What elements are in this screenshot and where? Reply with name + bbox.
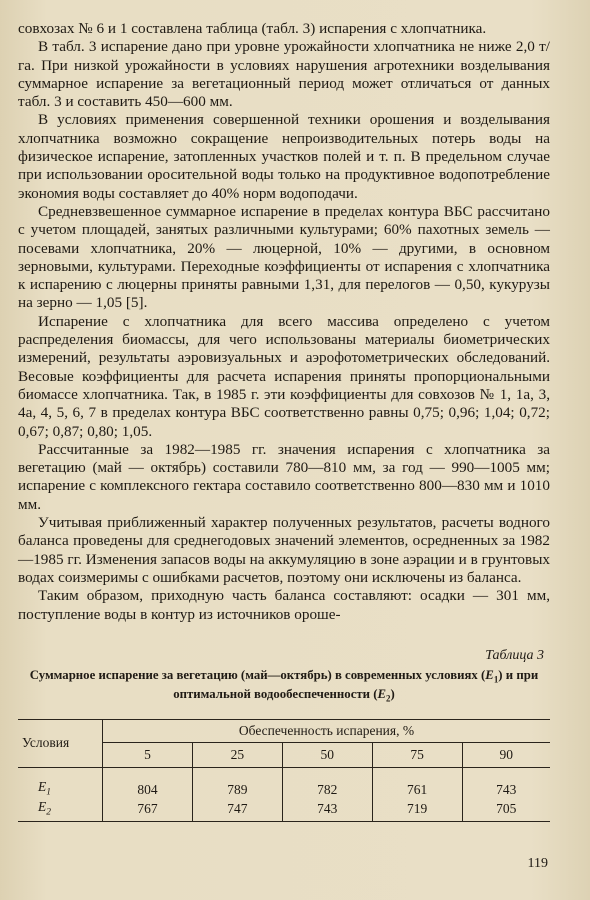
table-row [18,767,550,799]
table-cell: 767 [103,800,193,822]
paragraph-1: совхозах № 6 и 1 составлена таблица (табл. 3) испарения с хлопчатника. [18,20,487,37]
header-percentile: 25 [192,742,282,767]
row-label-sub: 1 [46,787,51,798]
paragraph-7: Учитывая приближенный характер полученных результатов, расчеты водного баланса проведены для среднегодовых значений элементов, осредненных за 1982—1985 гг. Изменения запасов воды на аккумуляцию в зоне аэрации и в грунтовых водах соизмеримы с ошибками расчетов, поэтому они исключены из баланса. [18,514,550,586]
table-cell: 761 [372,767,462,799]
row-label-e: E [38,778,47,794]
evaporation-table [18,719,550,822]
table-title-e1-sub: 1 [493,674,499,685]
table-cell: 719 [372,800,462,822]
table-title-e1: E [485,667,494,682]
row-label [18,800,103,822]
paragraph-4: Средневзвешенное суммарное испарение в пределах контура ВБС рассчитано с учетом площадей, занятых различными культурами; 60% пахотных земель — посевами хлопчатника, 20% — люцерной, 10% — другими, в основном зерновыми, культурами. Переходные коэффициенты от испарения с хлопчатника к испарению с люцерны приняты равными 1,31, для перелогов — 0,50, кукурузы на зерно — 1,05 [5]. [18,202,550,312]
table-cell: 743 [282,800,372,822]
header-percentile: 5 [103,742,193,767]
table-caption: Таблица 3 [485,647,544,663]
paragraph-2: В табл. 3 испарение дано при уровне урожайности хлопчатника не ниже 2,0 т/га. При низкой урожайности в условиях нарушения агротехники возделывания суммарное испарение за вегетационный период может отличаться от данных табл. 3 и составить 450—600 мм. [18,38,550,111]
table-title-e2-sub: 2 [386,693,391,704]
header-conditions: Условия [18,719,103,767]
page-number: 119 [527,856,548,871]
table-title [18,668,550,707]
table-cell: 743 [496,781,517,797]
table-cell: 789 [192,767,282,799]
table-cell: 782 [282,767,372,799]
table-title-e2: E [377,687,387,702]
header-percentile: 90 [462,742,550,767]
row-label [18,767,103,799]
table-title-text: Суммарное испарение за вегетацию (май—октябрь) в современных условиях ( [29,667,486,682]
header-percentile: 75 [372,742,462,767]
row-label-sub: 2 [46,807,51,818]
body-text [18,20,550,624]
header-percentile: 50 [282,742,372,767]
paragraph-6: Рассчитанные за 1982—1985 гг. значения испарения с хлопчатника за вегетацию (май — октябрь) составили 780—810 мм, за год — 990—1005 мм; испарение с комплексного гектара составило соответственно 800—830 мм и 1010 мм. [18,440,550,513]
table-title-text: ) и при оптимальной водообеспеченности ( [173,667,539,702]
paragraph-5: Испарение с хлопчатника для всего массива определено с учетом распределения биомассы, для чего использованы материалы биометрических измерений, результаты аэровизуальных и аэрофотометрических обследований. Весовые коэффициенты для расчета испарения приняты пропорциональными биомассе хлопчатника. Так, в 1985 г. эти коэффициенты для совхозов № 1, 1а, 3, 4а, 4, 5, 6, 7 в пределах контура ВБС соответственно равны 0,75; 0,96; 1,04; 0,72; 0,67; 0,87; 0,80; 1,05. [18,312,550,440]
table-cell: 747 [192,800,282,822]
row-label-e: E [38,798,47,814]
table-cell: 804 [103,767,193,799]
table-title-text: ) [390,687,395,702]
paragraph-3: В условиях применения совершенной техники орошения и возделывания хлопчатника возможно сокращение непроизводительных потерь воды на физическое испарение, затопленных участков полей и т. п. В предельном случае при использовании оросительной воды только на продуктивное водопотребление экономия воды составляет до 40% норм водоподачи. [18,111,550,202]
table-cell: 705 [462,800,550,822]
header-probability: Обеспеченность испарения, % [103,719,551,742]
table-row [18,800,550,822]
paragraph-8: Таким образом, приходную часть баланса составляют: осадки — 301 мм, поступление воды в контур из источников ороше- [18,587,550,623]
